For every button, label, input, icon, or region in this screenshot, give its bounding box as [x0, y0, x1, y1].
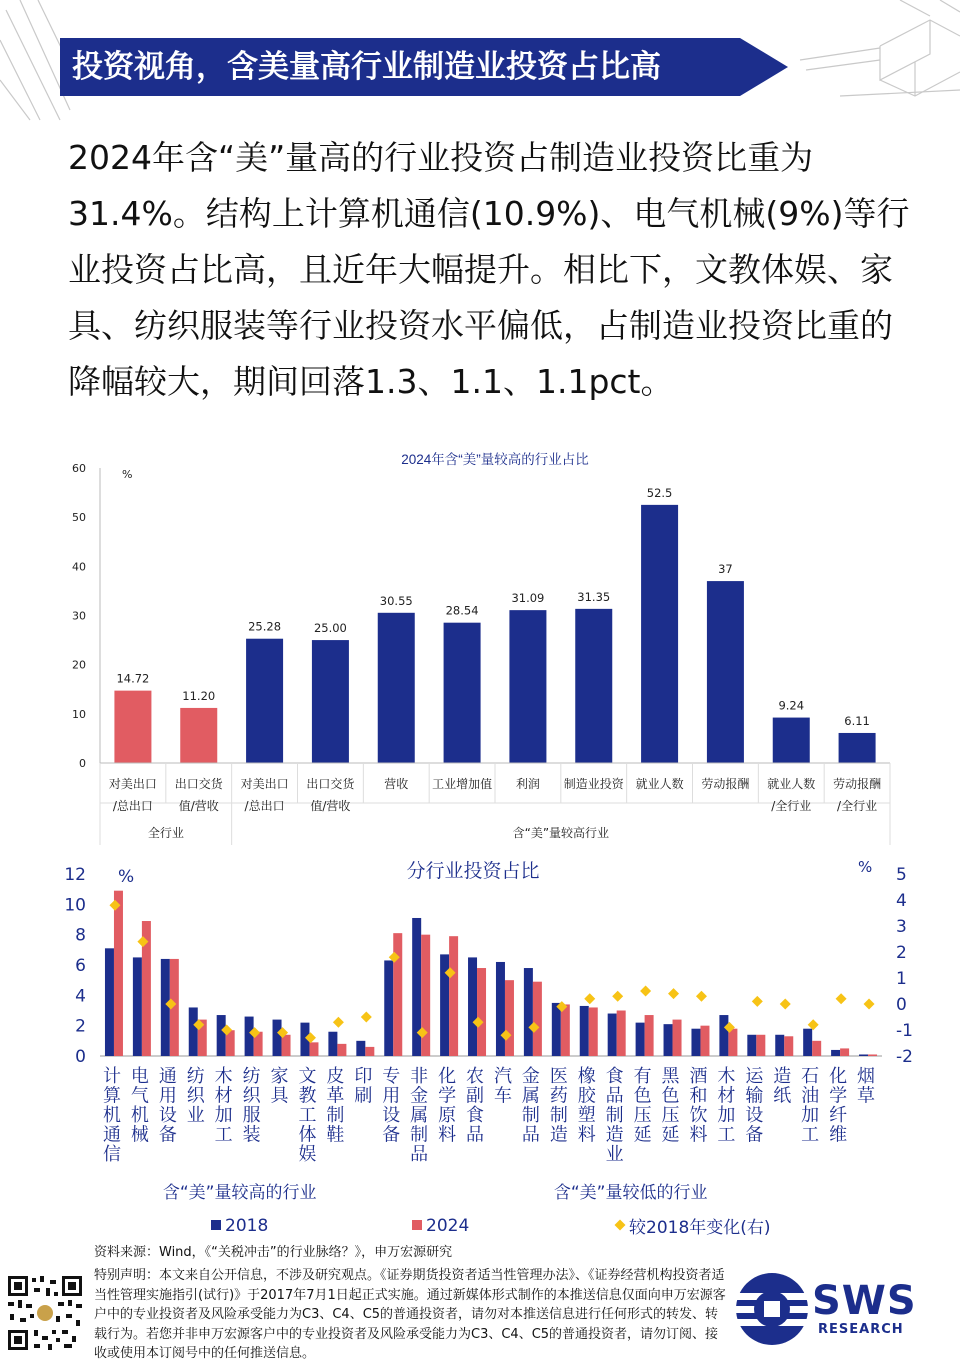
chart2-category-char: 输 [745, 1085, 764, 1107]
chart1-y-tick: 0 [79, 757, 86, 770]
chart1-y-tick: 30 [72, 609, 86, 623]
chart1-y-tick: 40 [72, 560, 86, 574]
chart2-category-char: 原 [438, 1105, 457, 1126]
chart2-unit-left: % [118, 867, 135, 887]
source-note: 资料来源：Wind，《“关税冲击”的行业脉络？》，申万宏源研究 [94, 1245, 453, 1260]
chart2-category-char: 信 [102, 1144, 121, 1165]
chart1-data-labels [116, 486, 869, 728]
legend-2018-label: 2018 [225, 1216, 269, 1236]
chart2-category-char: 化 [438, 1066, 457, 1087]
chart2-category-char: 用 [158, 1085, 177, 1107]
chart2-change-marker [808, 1019, 819, 1030]
chart2-bar-2018 [133, 957, 142, 1056]
chart1-data-label: 9.24 [778, 698, 805, 713]
chart2-y-tick: 10 [64, 895, 86, 916]
chart2-category-char: 制 [549, 1105, 568, 1126]
chart2-bar-2018 [356, 1041, 365, 1056]
chart2-bar-2018 [189, 1007, 198, 1056]
chart2-category-char: 皮 [326, 1066, 345, 1087]
chart2-category-char: 色 [633, 1085, 652, 1107]
chart2-category-char: 塑 [577, 1105, 596, 1126]
chart2-bar-2024 [728, 1029, 737, 1056]
chart1-category-label: 营收 [384, 777, 409, 791]
chart2-bar-2018 [328, 1032, 337, 1056]
chart2-change-marker [696, 991, 707, 1002]
chart2-category-char: 医 [549, 1066, 568, 1087]
chart2-category-char: 烟 [857, 1066, 876, 1087]
chart2-y-tick-right: 5 [896, 865, 907, 885]
chart2-category-char: 设 [745, 1105, 764, 1126]
chart2-category-char: 属 [410, 1105, 429, 1126]
chart2-bar-2024 [365, 1047, 374, 1056]
chart2-category-char: 金 [410, 1085, 429, 1107]
chart2-bar-2018 [831, 1050, 840, 1056]
legend-2018-swatch [211, 1220, 221, 1230]
chart1-category-label: 劳动报酬 [833, 777, 882, 791]
chart2-category-char: 车 [493, 1085, 512, 1107]
chart2-category-char: 农 [466, 1066, 485, 1087]
chart1-group-labels [148, 825, 609, 840]
chart1-data-label: 37 [718, 562, 733, 577]
chart2-y-tick-right: 1 [896, 969, 907, 989]
chart2-category-char: 工 [717, 1124, 736, 1146]
chart1-bars [114, 505, 875, 763]
chart2-title: 分行业投资占比 [406, 860, 540, 882]
chart2-bar-2024 [756, 1035, 765, 1056]
chart2-y-tick: 0 [75, 1047, 86, 1067]
chart2-category-char: 革 [326, 1085, 345, 1107]
chart1-bar [575, 609, 612, 763]
chart2-change-marker [333, 1017, 344, 1028]
legend-change-label: 较2018年变化(右) [629, 1218, 771, 1237]
chart1-category-label: /全行业 [837, 799, 878, 813]
chart2-category-char: 备 [382, 1124, 401, 1146]
chart2-category-char: 设 [158, 1105, 177, 1126]
chart2-change-marker [584, 993, 595, 1004]
chart1-category-label: 就业人数 [635, 777, 684, 791]
chart2-category-char: 体 [298, 1124, 317, 1146]
chart2-bar-2024 [812, 1041, 821, 1056]
qr-code-icon [6, 1274, 84, 1352]
chart2-y-axis-left [64, 865, 86, 1067]
chart2-bar-2018 [859, 1054, 868, 1056]
share-of-high-us-industries-chart [0, 440, 960, 850]
chart2-category-char: 制 [410, 1124, 429, 1146]
chart1-y-tick: 20 [72, 658, 86, 672]
chart2-bar-2018 [580, 1006, 589, 1056]
chart1-category-label: 工业增加值 [432, 777, 493, 791]
chart1-group-label: 全行业 [147, 826, 184, 840]
chart2-change-marker [361, 1012, 372, 1023]
chart1-category-label: 劳动报酬 [701, 777, 750, 791]
chart2-change-marker [668, 988, 679, 999]
chart2-bar-2018 [384, 960, 393, 1056]
chart2-category-char: 有 [633, 1066, 652, 1087]
chart2-bar-2018 [552, 1003, 561, 1056]
chart2-category-char: 木 [717, 1066, 736, 1087]
chart2-category-char: 饮 [689, 1105, 708, 1126]
chart2-unit-right: % [858, 858, 873, 876]
chart2-y-tick: 12 [64, 865, 86, 885]
chart2-category-char: 装 [242, 1124, 261, 1146]
chart2-bar-2024 [700, 1026, 709, 1056]
chart2-category-char: 料 [577, 1124, 596, 1146]
chart2-category-char: 油 [801, 1085, 820, 1107]
chart2-category-char: 食 [466, 1105, 485, 1126]
chart2-category-char: 制 [605, 1105, 624, 1126]
chart2-bar-2018 [217, 1015, 226, 1056]
chart2-category-char: 娱 [298, 1144, 317, 1165]
chart1-bar [180, 708, 217, 763]
chart2-category-char: 汽 [493, 1066, 512, 1087]
chart1-category-label: 出口交货 [306, 777, 355, 791]
sws-logo-subtext: RESEARCH [818, 1322, 904, 1337]
chart2-y-tick-right: 2 [896, 943, 907, 963]
chart1-bar [312, 640, 349, 763]
chart2-category-char: 造 [773, 1066, 792, 1087]
chart2-bar-2024 [393, 933, 402, 1056]
chart1-category-label: 利润 [515, 777, 540, 791]
chart1-data-label: 52.5 [646, 485, 673, 500]
sws-logo-text: SWS [812, 1278, 917, 1324]
chart2-change-marker [640, 986, 651, 997]
chart2-category-char: 属 [521, 1085, 540, 1107]
chart2-bar-2024 [673, 1020, 682, 1056]
chart2-category-char: 胶 [577, 1085, 596, 1107]
chart2-category-char: 品 [605, 1085, 624, 1107]
chart1-category-label: 对美出口 [108, 777, 157, 791]
chart2-category-char: 品 [521, 1124, 540, 1146]
chart2-category-char: 专 [382, 1066, 401, 1087]
chart2-category-char: 品 [466, 1124, 485, 1146]
chart1-bar [509, 610, 546, 763]
chart1-category-label: /全行业 [771, 799, 812, 813]
chart2-category-char: 压 [633, 1105, 652, 1126]
chart2-category-char: 教 [298, 1085, 317, 1107]
chart1-bar [707, 581, 744, 763]
chart2-category-char: 刷 [354, 1085, 373, 1107]
chart2-bar-2018 [608, 1014, 617, 1056]
chart1-bar [839, 733, 876, 763]
chart2-bar-2024 [868, 1054, 877, 1056]
chart2-bar-2024 [533, 982, 542, 1056]
chart2-y-tick: 4 [75, 986, 86, 1007]
sws-logo-icon [734, 1271, 810, 1347]
chart1-category-label: 制造业投资 [563, 777, 624, 791]
chart2-category-char: 纸 [773, 1085, 792, 1107]
chart2-category-char: 药 [549, 1085, 568, 1107]
chart2-category-char: 加 [717, 1105, 736, 1126]
chart2-bar-2024 [505, 980, 514, 1056]
chart2-bar-2018 [524, 968, 533, 1056]
chart2-category-char: 气 [130, 1085, 149, 1107]
chart1-category-label: /总出口 [112, 799, 153, 813]
chart2-category-char: 石 [801, 1066, 820, 1087]
chart2-bar-2018 [245, 1017, 254, 1056]
chart2-category-char: 电 [130, 1066, 149, 1087]
chart2-category-char: 和 [689, 1085, 708, 1107]
chart2-category-char: 备 [745, 1124, 764, 1146]
chart2-bar-2018 [496, 962, 505, 1056]
chart2-change-marker [836, 993, 847, 1004]
chart2-bar-2018 [719, 1015, 728, 1056]
chart1-data-label: 25.00 [313, 621, 347, 636]
chart1-category-label: 出口交货 [174, 777, 223, 791]
chart2-bar-2024 [589, 1007, 598, 1056]
chart2-category-char: 木 [214, 1066, 233, 1087]
chart1-data-label: 30.55 [379, 593, 413, 608]
chart1-y-axis [72, 462, 100, 770]
chart2-bar-2024 [309, 1042, 318, 1056]
chart1-title: 2024年含“美”量较高的行业占比 [401, 452, 589, 467]
chart2-category-char: 运 [745, 1066, 764, 1087]
chart2-category-char: 材 [717, 1085, 736, 1107]
chart2-bar-2024 [645, 1015, 654, 1056]
chart1-category-label: /总出口 [244, 799, 285, 813]
chart2-category-char: 具 [270, 1085, 289, 1107]
chart1-data-label: 11.20 [182, 688, 216, 703]
chart2-bar-2018 [161, 959, 170, 1056]
chart2-bar-2018 [664, 1024, 673, 1056]
chart2-category-char: 计 [102, 1066, 121, 1087]
chart2-category-char: 鞋 [326, 1124, 345, 1146]
chart2-bar-2024 [114, 891, 123, 1056]
chart2-group-labels [163, 1183, 708, 1203]
chart2-bar-2024 [421, 935, 430, 1056]
chart2-bar-2018 [747, 1035, 756, 1056]
chart2-bar-2018 [105, 948, 114, 1056]
chart2-category-char: 工 [214, 1124, 233, 1146]
chart2-category-char: 业 [605, 1144, 624, 1165]
chart2-y-tick: 6 [75, 956, 86, 976]
chart1-category-label: 值/营收 [310, 799, 351, 813]
chart2-y-tick-right: -1 [896, 1021, 913, 1041]
chart2-category-char: 纺 [242, 1066, 261, 1087]
chart2-category-char: 算 [102, 1085, 121, 1107]
chart2-category-char: 造 [549, 1124, 568, 1146]
chart2-bar-2018 [691, 1029, 700, 1056]
chart2-category-char: 机 [130, 1105, 149, 1126]
chart2-change-marker [864, 999, 875, 1010]
chart2-change-marker [752, 996, 763, 1007]
chart1-data-label: 25.28 [248, 619, 282, 634]
chart1-bar [378, 613, 415, 763]
chart2-legend [211, 1216, 771, 1237]
chart2-bar-2024 [337, 1044, 346, 1056]
chart2-y-tick: 8 [75, 925, 86, 946]
chart2-y-tick: 2 [75, 1016, 86, 1037]
chart2-category-char: 料 [689, 1124, 708, 1146]
chart2-bar-2018 [273, 1020, 282, 1056]
industry-investment-share-chart [0, 852, 960, 1237]
chart2-change-marker [612, 991, 623, 1002]
title-banner-arrow [740, 38, 788, 96]
chart2-category-char: 维 [829, 1124, 848, 1146]
chart2-y-tick-right: -2 [896, 1047, 913, 1067]
intro-paragraph: 2024年含“美”量高的行业投资占制造业投资比重为31.4%。结构上计算机通信(10.9%)、电气机械(9%)等行业投资占比高，且近年大幅提升。相比下，文教体娱、家具、纺织服装等行业投资水平偏低，占制造业投资比重的降幅较大，期间回落1.3、1.1、1.1pct。 [68, 138, 910, 401]
chart2-category-char: 械 [130, 1124, 149, 1146]
chart2-group-label: 含“美”量较低的行业 [553, 1183, 708, 1203]
legend-change-swatch [615, 1220, 626, 1231]
chart1-data-label: 28.54 [445, 603, 479, 618]
chart2-category-char: 橡 [577, 1066, 596, 1087]
chart2-category-char: 金 [521, 1066, 540, 1087]
chart2-bar-2024 [477, 968, 486, 1056]
chart2-bar-2024 [449, 936, 458, 1056]
chart2-category-char: 副 [466, 1085, 485, 1107]
chart2-y-tick-right: 4 [896, 891, 907, 911]
chart2-bar-2024 [617, 1011, 626, 1057]
chart2-category-char: 草 [857, 1085, 876, 1107]
chart2-category-char: 设 [382, 1105, 401, 1126]
chart2-bars [100, 891, 882, 1056]
chart2-category-char: 用 [382, 1085, 401, 1107]
chart2-category-char: 色 [661, 1085, 680, 1107]
chart2-bar-2018 [636, 1023, 645, 1056]
chart2-bar-2024 [784, 1036, 793, 1056]
chart2-bar-2018 [803, 1029, 812, 1056]
chart2-group-label: 含“美”量较高的行业 [162, 1183, 317, 1203]
chart2-y-tick-right: 0 [896, 995, 907, 1015]
chart2-category-char: 延 [633, 1124, 652, 1146]
chart2-category-char: 加 [801, 1105, 820, 1126]
chart2-category-char: 造 [605, 1124, 624, 1146]
chart2-category-char: 制 [326, 1105, 345, 1126]
chart1-bar [114, 691, 151, 763]
chart1-category-label: 就业人数 [767, 777, 816, 791]
legend-2024-label: 2024 [426, 1216, 470, 1236]
chart2-category-char: 材 [214, 1085, 233, 1107]
page-title: 投资视角，含美量高行业制造业投资占比高 [72, 49, 661, 85]
chart2-category-labels [103, 1066, 875, 1165]
chart2-category-char: 化 [829, 1066, 848, 1087]
chart1-data-label: 14.72 [116, 671, 150, 686]
chart1-y-tick: 10 [72, 707, 86, 721]
chart2-category-char: 压 [661, 1105, 680, 1126]
chart2-category-char: 备 [158, 1124, 177, 1146]
chart2-category-char: 通 [158, 1066, 177, 1087]
chart2-category-char: 通 [102, 1124, 121, 1146]
legend-2024-swatch [412, 1220, 422, 1230]
chart2-bar-2024 [282, 1035, 291, 1056]
chart1-bar [641, 505, 678, 763]
chart2-category-char: 非 [410, 1066, 429, 1087]
chart2-category-char: 服 [242, 1105, 261, 1126]
chart1-data-label: 31.09 [511, 591, 545, 606]
chart1-y-tick: 60 [72, 462, 86, 475]
chart2-category-char: 料 [438, 1124, 457, 1146]
chart2-y-tick-right: 3 [896, 917, 907, 937]
chart2-category-char: 纺 [186, 1066, 205, 1087]
chart1-y-tick: 50 [72, 511, 86, 525]
chart1-bar [246, 639, 283, 763]
chart2-category-char: 学 [438, 1085, 457, 1107]
chart2-bar-2018 [468, 957, 477, 1056]
chart2-category-char: 织 [242, 1085, 261, 1107]
chart2-category-char: 学 [829, 1085, 848, 1107]
chart2-category-char: 文 [298, 1066, 317, 1087]
chart1-bar [773, 718, 810, 763]
chart1-data-label: 31.35 [577, 589, 611, 604]
chart2-category-char: 食 [605, 1066, 624, 1087]
chart1-bar [444, 623, 481, 763]
chart2-category-char: 制 [521, 1105, 540, 1126]
chart2-bar-2018 [440, 954, 449, 1056]
disclaimer: 特别声明：本文来自公开信息，不涉及研究观点。《证券期货投资者适当性管理办法》、《证券经营机构投资者适当性管理实施指引(试行)》于2017年7月1日起正式实施。通过新媒体形式制作的本推送信息仅面向申万宏源客户中的专业投资者及风险承受能力为C3、C4、C5的普通投资者，请勿对本推送信息进行任何形式的转发、转载行为。若您并非申万宏源客户中的专业投资者及风险承受能力为C3、C4、C5的普通投资者，请勿订阅、接收或使用本订阅号中的任何推送信息。 [94, 1268, 726, 1361]
chart2-category-char: 机 [102, 1105, 121, 1126]
chart2-bar-2024 [561, 1004, 570, 1056]
chart1-category-label: 值/营收 [178, 799, 219, 813]
chart1-category-label: 对美出口 [240, 777, 289, 791]
chart2-bar-2024 [840, 1048, 849, 1056]
chart2-category-char: 家 [270, 1066, 289, 1087]
chart2-category-char: 印 [354, 1066, 373, 1087]
chart1-unit: % [122, 468, 133, 481]
chart2-category-char: 品 [410, 1144, 429, 1165]
chart2-change-marker [780, 999, 791, 1010]
chart2-category-char: 加 [214, 1105, 233, 1126]
chart2-category-char: 业 [186, 1105, 205, 1126]
chart1-data-label: 6.11 [844, 713, 870, 728]
chart2-category-char: 工 [801, 1124, 820, 1146]
chart2-y-axis-right [896, 865, 913, 1067]
chart2-category-char: 工 [298, 1105, 317, 1126]
chart2-bar-2018 [775, 1035, 784, 1056]
chart2-category-char: 延 [661, 1124, 680, 1146]
chart2-category-char: 黑 [661, 1066, 680, 1087]
chart2-category-char: 织 [186, 1085, 205, 1107]
chart2-category-char: 纤 [829, 1105, 848, 1126]
chart2-category-char: 酒 [689, 1066, 708, 1087]
chart1-group-label: 含“美”量较高行业 [512, 826, 610, 840]
